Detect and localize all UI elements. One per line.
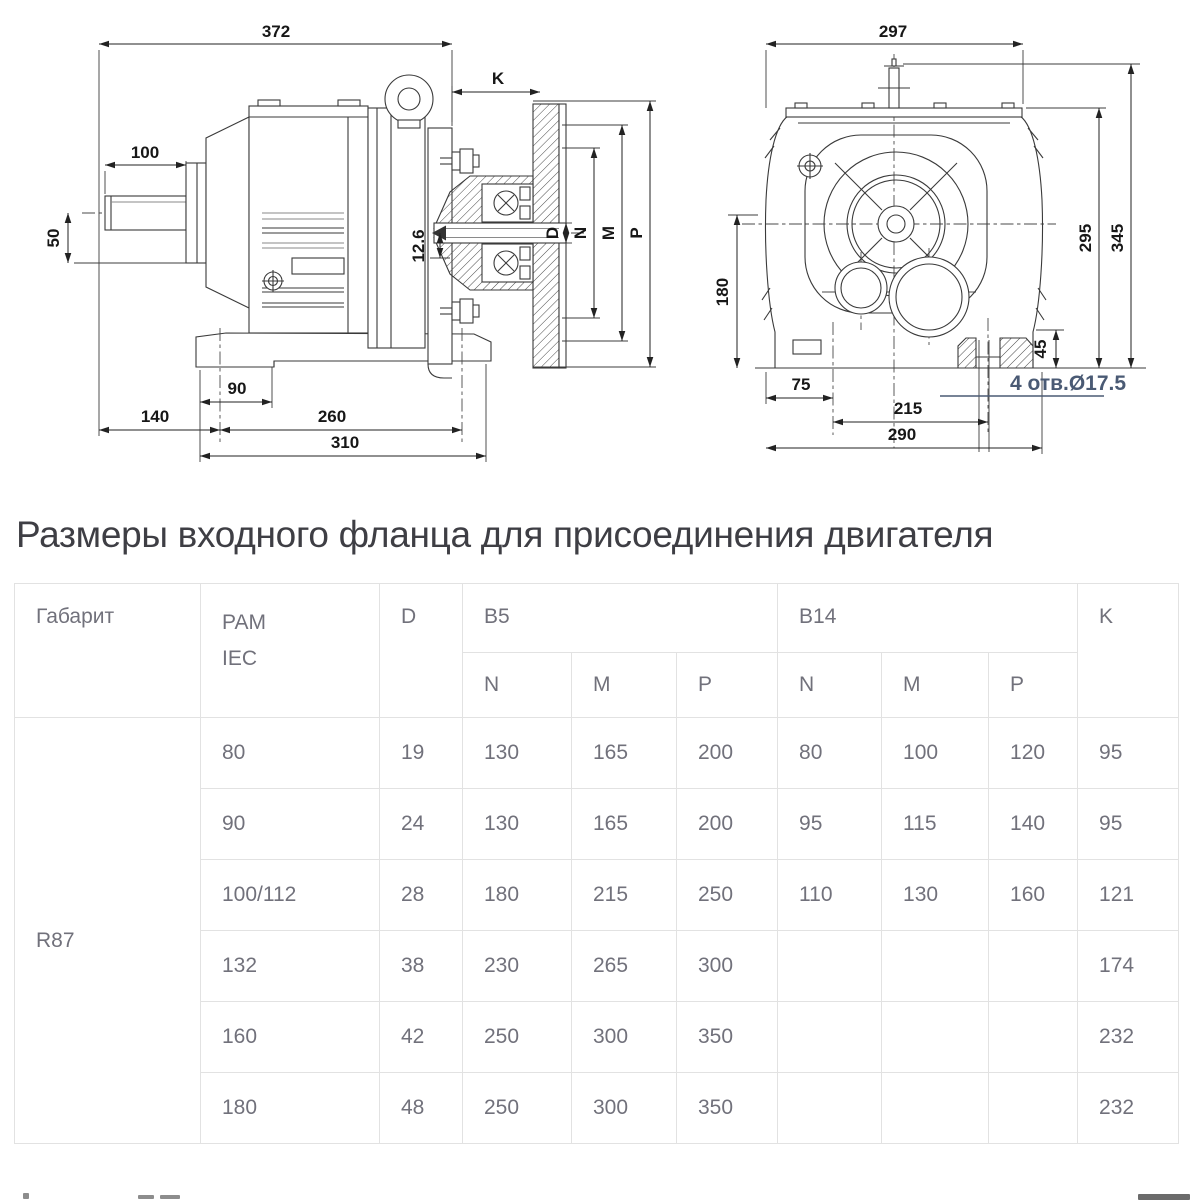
dim-140: [99, 407, 220, 430]
cutoff-fragment: [138, 1195, 154, 1199]
col-header-b5-p: P: [677, 653, 778, 718]
dim-140-label: 140: [140, 407, 170, 426]
cell-b14-m: 130: [882, 860, 989, 931]
cell-k: 174: [1078, 931, 1179, 1002]
dim-k-label: K: [491, 69, 505, 88]
cell-b5-n: 250: [463, 1073, 572, 1144]
cell-b5-m: 165: [572, 789, 677, 860]
dim-45-label: 45: [1031, 339, 1050, 359]
shaft-bores: [835, 257, 969, 337]
holes-note: [940, 372, 1126, 396]
dim-180-label: 180: [713, 277, 732, 307]
cell-b14-p: [989, 1002, 1078, 1073]
dim-d-label: D: [543, 226, 562, 240]
dim-12-6-label: 12.6: [409, 229, 428, 263]
cell-b14-n: [778, 1002, 882, 1073]
header-row-groups: [15, 584, 1179, 653]
cell-k: 232: [1078, 1002, 1179, 1073]
cell-b14-p: [989, 1073, 1078, 1144]
foot-section: [958, 338, 1033, 452]
dim-45: [1031, 330, 1064, 368]
cell-b5-p: 200: [677, 789, 778, 860]
dim-90-label: 90: [227, 379, 247, 398]
table-row: [15, 718, 1179, 789]
cell-b14-m: 115: [882, 789, 989, 860]
cell-b14-m: [882, 931, 989, 1002]
cell-b5-n: 180: [463, 860, 572, 931]
nameplate: [292, 258, 344, 274]
dim-180: [713, 215, 758, 368]
cell-pam: 80: [201, 718, 380, 789]
cell-b5-m: 265: [572, 931, 677, 1002]
foot-notch: [793, 340, 821, 354]
cell-b14-n: 110: [778, 860, 882, 931]
cell-pam: 90: [201, 789, 380, 860]
col-header-b5: B5: [463, 584, 778, 653]
cell-b14-n: [778, 1073, 882, 1144]
cell-pam: 100/112: [201, 860, 380, 931]
col-header-gabarit: Габарит: [15, 584, 201, 718]
dim-260-label: 260: [317, 407, 347, 426]
cell-b5-n: 230: [463, 931, 572, 1002]
cell-b5-m: 300: [572, 1073, 677, 1144]
dim-290-label: 290: [887, 425, 917, 444]
cell-b14-m: [882, 1073, 989, 1144]
dim-295-label: 295: [1076, 223, 1095, 253]
cell-d: 48: [380, 1073, 463, 1144]
cell-b5-p: 300: [677, 931, 778, 1002]
cell-b14-n: [778, 931, 882, 1002]
cell-b5-p: 200: [677, 718, 778, 789]
cell-b14-p: 120: [989, 718, 1078, 789]
cell-b5-n: 130: [463, 718, 572, 789]
cell-b14-n: 95: [778, 789, 882, 860]
iec-label: IEC: [222, 647, 258, 670]
cell-b5-n: 250: [463, 1002, 572, 1073]
col-header-b14-m: M: [882, 653, 989, 718]
dim-260: [220, 407, 462, 430]
dim-m-label: M: [599, 225, 618, 241]
dim-345-label: 345: [1108, 223, 1127, 253]
cell-b5-m: 300: [572, 1002, 677, 1073]
dim-215: [833, 399, 988, 422]
cell-b14-m: [882, 1002, 989, 1073]
breather-plug: [878, 59, 910, 108]
dim-100: [105, 143, 186, 194]
gearbox-technical-drawing: [0, 0, 1200, 500]
oil-plug: [797, 153, 823, 179]
col-header-d: D: [380, 584, 463, 718]
cell-pam: 180: [201, 1073, 380, 1144]
pam-label: PAM: [222, 611, 266, 634]
cell-d: 19: [380, 718, 463, 789]
dim-k: [452, 69, 540, 126]
dim-75: [766, 372, 833, 404]
cell-b14-n: 80: [778, 718, 882, 789]
dim-75-label: 75: [791, 375, 811, 394]
cell-b5-p: 350: [677, 1073, 778, 1144]
cell-d: 24: [380, 789, 463, 860]
col-header-b14-p: P: [989, 653, 1078, 718]
cell-pam: 160: [201, 1002, 380, 1073]
col-header-k: K: [1078, 584, 1179, 718]
cell-b5-p: 350: [677, 1002, 778, 1073]
cell-d: 42: [380, 1002, 463, 1073]
dim-372-label: 372: [261, 22, 291, 41]
cell-b5-n: 130: [463, 789, 572, 860]
cell-k: 121: [1078, 860, 1179, 931]
dim-n-label: N: [571, 226, 590, 240]
cell-k: 232: [1078, 1073, 1179, 1144]
side-view: [44, 22, 656, 462]
dim-100-label: 100: [130, 143, 160, 162]
cell-pam: 132: [201, 931, 380, 1002]
cell-d: 38: [380, 931, 463, 1002]
dim-p-label: P: [627, 227, 646, 239]
cell-b5-m: 165: [572, 718, 677, 789]
cell-k: 95: [1078, 789, 1179, 860]
cell-d: 28: [380, 860, 463, 931]
dim-297-label: 297: [878, 22, 908, 41]
cell-gabarit: R87: [15, 718, 201, 1144]
cell-b14-p: [989, 931, 1078, 1002]
dim-215-label: 215: [893, 399, 923, 418]
cell-b5-m: 215: [572, 860, 677, 931]
dim-295: [1026, 108, 1106, 368]
cell-b14-p: 160: [989, 860, 1078, 931]
cell-b14-m: 100: [882, 718, 989, 789]
col-header-b14: B14: [778, 584, 1078, 653]
cutoff-fragment: [160, 1195, 180, 1199]
cell-b5-p: 250: [677, 860, 778, 931]
section-title: Размеры входного фланца для присоединения двигателя: [16, 514, 994, 555]
col-header-b5-n: N: [463, 653, 572, 718]
col-header-pam-iec: [201, 584, 380, 718]
col-header-b5-m: M: [572, 653, 677, 718]
cell-k: 95: [1078, 718, 1179, 789]
dim-n: [562, 148, 600, 318]
flange-dimensions-table: [14, 583, 1179, 1144]
front-view: [713, 22, 1146, 454]
cutoff-fragment: [23, 1193, 29, 1199]
dim-310-label: 310: [330, 433, 360, 452]
dim-90: [200, 367, 272, 408]
dim-50-label: 50: [44, 228, 63, 248]
holes-note-label: 4 отв.Ø17.5: [1010, 372, 1127, 395]
col-header-b14-n: N: [778, 653, 882, 718]
drawing-svg: [0, 0, 1200, 500]
cell-b14-p: 140: [989, 789, 1078, 860]
cutoff-fragment: [1138, 1194, 1190, 1200]
